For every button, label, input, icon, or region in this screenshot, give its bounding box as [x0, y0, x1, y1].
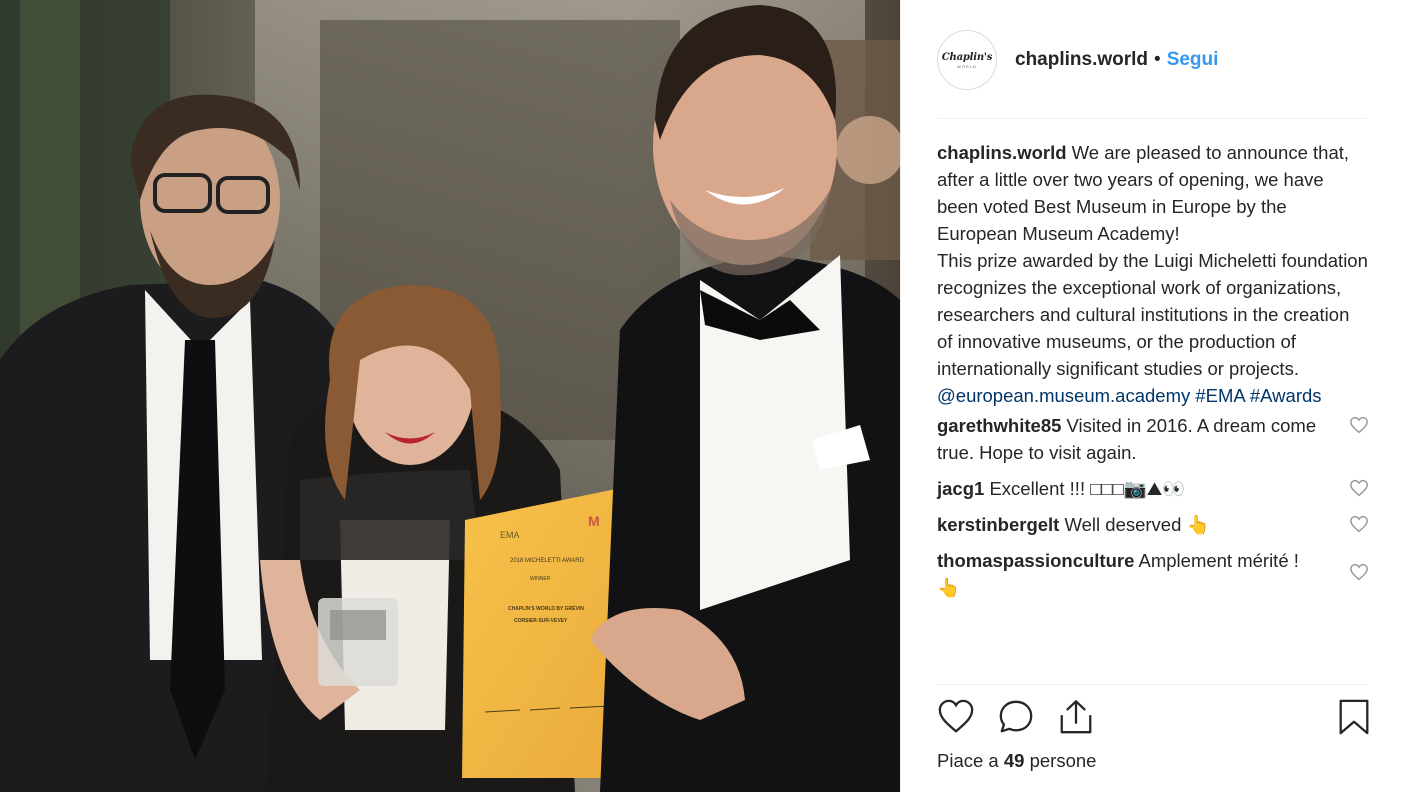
hashtag-link-awards[interactable]: #Awards	[1249, 385, 1322, 406]
certificate-logo-left: EMA	[500, 530, 520, 540]
share-upload-icon[interactable]	[1057, 697, 1095, 737]
comment-bubble-icon[interactable]	[997, 697, 1035, 737]
certificate-winner-line1: CHAPLIN'S WORLD BY GRÉVIN	[508, 606, 584, 612]
header-username-link[interactable]: chaplins.world	[1015, 49, 1149, 70]
comment-like-heart-icon[interactable]	[1349, 515, 1369, 533]
comment-text: Visited in 2016. A dream come true. Hope to visit again.	[937, 415, 1317, 463]
comment-username-link[interactable]: kerstinbergelt	[937, 514, 1060, 535]
avatar-logo-subtext: WORLD	[957, 63, 977, 69]
comment-username-link[interactable]: thomaspassionculture	[937, 550, 1135, 571]
certificate-logo-right: M	[588, 513, 600, 529]
like-heart-icon[interactable]	[937, 697, 975, 737]
comment-like-heart-icon[interactable]	[1349, 563, 1369, 581]
comment-item	[937, 547, 1369, 601]
certificate-winner-line2: CORSIER-SUR-VEVEY	[514, 618, 568, 624]
likes-count[interactable]	[937, 750, 1096, 772]
header-separator: •	[1154, 49, 1161, 70]
header-divider	[937, 118, 1367, 119]
comment-text: Well deserved 👆	[1059, 514, 1210, 535]
hashtag-link-ema[interactable]: #EMA	[1195, 385, 1245, 406]
post-header	[937, 30, 1367, 90]
follow-button[interactable]: Segui	[1166, 49, 1219, 70]
comment-username-link[interactable]: garethwhite85	[937, 415, 1062, 436]
comment-text: Excellent !!! □□□📷⛰👀	[984, 478, 1186, 499]
mention-link[interactable]: @european.museum.academy	[937, 385, 1191, 406]
comment-text: Amplement mérité ! 👆	[937, 550, 1299, 598]
certificate-subtitle: WINNER	[530, 576, 551, 582]
certificate-title: 2018 MICHELETTI AWARD	[510, 558, 584, 564]
comment-item	[937, 475, 1369, 502]
post-details-panel	[900, 0, 1408, 792]
post-actions-bar	[937, 697, 1369, 741]
comment-username-link[interactable]: jacg1	[937, 478, 985, 499]
caption-text: We are pleased to announce that, after a little over two years of opening, we have been voted Best Museum in Europe by the European Museum Academy!	[937, 142, 1350, 244]
comments-section	[937, 139, 1369, 601]
likes-suffix: persone	[1024, 750, 1097, 771]
comment-like-heart-icon[interactable]	[1349, 479, 1369, 497]
post-caption	[937, 139, 1369, 409]
caption-text-continued: This prize awarded by the Luigi Micheletti foundation recognizes the exceptional work of organizations, researchers and cultural institutions in the creation of innovative museums, or the production of internationally significant studies or projects.	[937, 250, 1368, 379]
actions-divider	[937, 684, 1367, 685]
avatar-logo-text: Chaplin's	[941, 51, 993, 63]
comment-item	[937, 412, 1369, 466]
likes-prefix: Piace a	[937, 750, 1004, 771]
bookmark-icon[interactable]	[1335, 697, 1373, 737]
caption-username-link[interactable]: chaplins.world	[937, 142, 1067, 163]
comment-item	[937, 511, 1369, 538]
likes-number: 49	[1003, 750, 1025, 771]
comment-like-heart-icon[interactable]	[1349, 416, 1369, 434]
avatar[interactable]	[937, 30, 997, 90]
